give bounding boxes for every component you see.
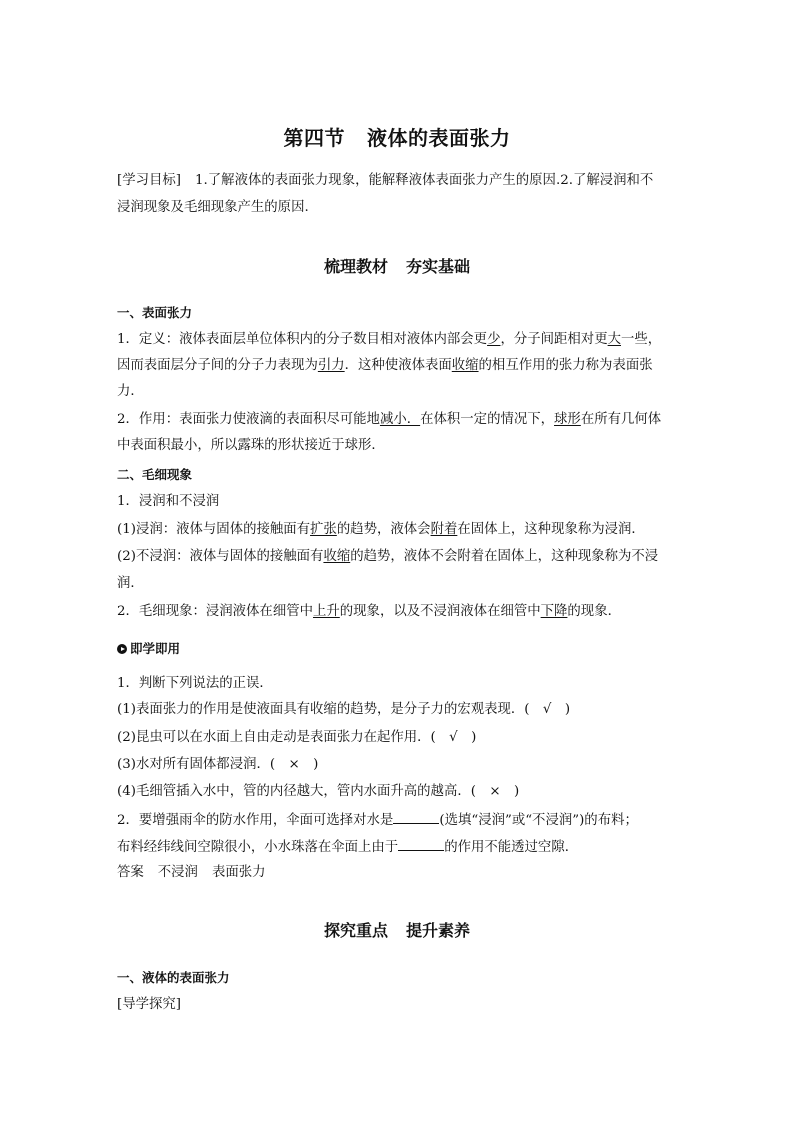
section-heading-2 — [0, 918, 794, 941]
text-fragment: 1．定义：液体表面层单位体积内的分子数目相对液体内部会更 — [117, 332, 488, 347]
practice-question-2-line2 — [117, 838, 682, 857]
section1-part2: 夯实基础 — [406, 257, 471, 276]
page-title — [0, 122, 794, 151]
section1-part1: 梳理教材 — [323, 257, 388, 276]
nonwetting-line2: 润． — [117, 576, 144, 591]
title-part1: 第四节 — [283, 126, 345, 150]
practice-heading — [117, 640, 682, 658]
wetting-subheading: 1．浸润和不浸润 — [117, 494, 220, 509]
guided-inquiry-tag: [导学探究] — [117, 997, 182, 1012]
text-fragment: 在体积一定的情况下， — [420, 412, 555, 427]
objectives-line2: 浸润现象及毛细现象产生的原因. — [117, 200, 309, 215]
text-fragment: 2．要增强雨伞的防水作用，伞面可选择对水是 — [117, 813, 394, 828]
practice-question-1: 1．判断下列说法的正误． — [117, 676, 273, 691]
text-fragment: (1)浸润：液体与固体的接触面有 — [117, 522, 311, 537]
text-fragment: 一些， — [620, 332, 662, 347]
capillary-line — [117, 603, 682, 621]
objectives-tag: [学习目标] — [117, 173, 182, 188]
underlined-answer: 球形 — [554, 412, 581, 427]
text-fragment: 的现象． — [567, 604, 621, 619]
underlined-answer: 引力 — [317, 358, 345, 373]
text-fragment: ．这种使液体表面 — [344, 358, 452, 373]
section-heading-1 — [0, 254, 794, 277]
text-fragment: 的趋势，液体不会附着在固体上，这种现象称为不浸 — [350, 549, 659, 564]
practice-question-2-line1 — [117, 811, 682, 830]
underlined-answer: 大 — [607, 332, 621, 347]
judgement-item: (4)毛细管插入水中，管的内径越大，管内水面升高的越高．( × ) — [117, 784, 520, 799]
answer-blank — [393, 811, 439, 824]
underlined-answer: 附着 — [430, 522, 458, 537]
effect-line1 — [117, 411, 682, 429]
judgement-item: (1)表面张力的作用是使液面具有收缩的趋势，是分子力的宏观表现．( √ ) — [117, 702, 571, 717]
heading-capillary: 二、毛细现象 — [117, 467, 193, 482]
underlined-answer: 下降 — [540, 604, 568, 619]
text-fragment: 在固体上，这种现象称为浸润． — [457, 522, 645, 537]
underlined-answer: 减小． — [379, 412, 421, 427]
judgement-item: (3)水对所有固体都浸润．( × ) — [117, 757, 319, 772]
title-part2: 液体的表面张力 — [367, 126, 511, 150]
effect-line2: 中表面积最小，所以露珠的形状接近于球形． — [117, 438, 385, 453]
practice-label: 即学即用 — [130, 641, 181, 656]
answer-blank — [398, 838, 444, 851]
objectives-line1 — [117, 172, 682, 190]
text-fragment: 的趋势，液体会 — [336, 522, 431, 537]
text-fragment: 的相互作用的张力称为表面张 — [478, 358, 653, 373]
text-fragment: (2)不浸润：液体与固体的接触面有 — [117, 549, 324, 564]
definition-line2 — [117, 357, 682, 375]
section2-part2: 提升素养 — [406, 921, 471, 940]
text-fragment: 的作用不能透过空隙． — [444, 840, 579, 855]
answer-value: 不浸润 — [157, 865, 198, 880]
heading-liquid-surface-tension: 一、液体的表面张力 — [117, 970, 230, 985]
underlined-answer: 收缩 — [323, 549, 351, 564]
text-fragment: 2．作用：表面张力使液滴的表面积尽可能地 — [117, 412, 380, 427]
definition-line3: 力． — [117, 384, 144, 399]
underlined-answer: 扩张 — [310, 522, 337, 537]
underlined-answer: 少 — [487, 332, 501, 347]
heading-surface-tension: 一、表面张力 — [117, 305, 193, 320]
answer-line — [117, 864, 682, 882]
answer-value: 表面张力 — [211, 865, 266, 880]
underlined-answer: 收缩 — [451, 358, 479, 373]
text-fragment: (选填“浸润”或“不浸润”)的布料； — [439, 813, 638, 828]
text-fragment: 因而表面层分子间的分子力表现为 — [117, 358, 318, 373]
text-fragment: 2．毛细现象：浸润液体在细管中 — [117, 604, 313, 619]
text-fragment: 在所有几何体 — [580, 412, 662, 427]
definition-line1 — [117, 331, 682, 349]
text-fragment: ，分子间距相对更 — [500, 332, 608, 347]
nonwetting-line1 — [117, 548, 682, 566]
text-fragment: 的现象，以及不浸润液体在细管中 — [339, 604, 541, 619]
answer-label: 答案 — [117, 865, 144, 880]
wetting-line — [117, 521, 682, 539]
text-fragment: 布料经纬线间空隙很小，小水珠落在伞面上由于 — [117, 840, 399, 855]
objectives-text1: 1.了解液体的表面张力现象，能解释液体表面张力产生的原因.2.了解浸润和不 — [195, 173, 654, 188]
play-circle-icon — [117, 644, 127, 654]
underlined-answer: 上升 — [313, 604, 340, 619]
section2-part1: 探究重点 — [323, 921, 388, 940]
judgement-item: (2)昆虫可以在水面上自由走动是表面张力在起作用．( √ ) — [117, 730, 477, 745]
